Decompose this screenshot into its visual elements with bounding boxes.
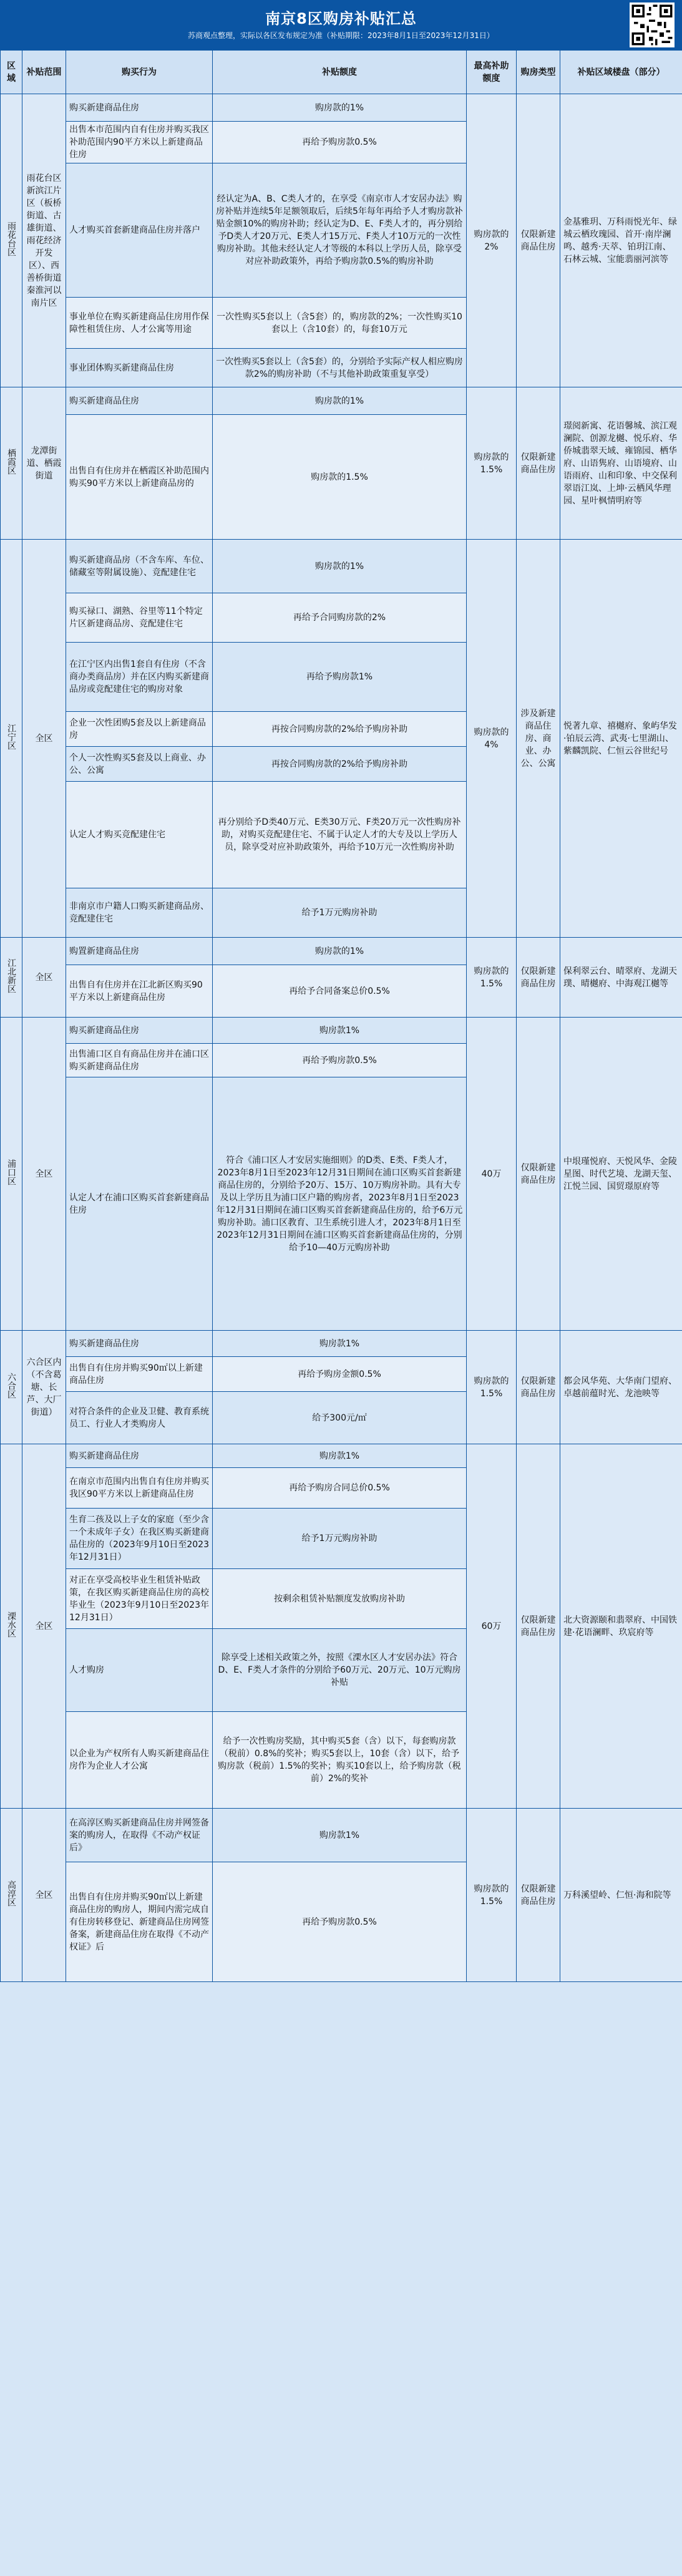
- subsidy-amount: 按剩余租赁补贴额度发放购房补助: [213, 1569, 467, 1629]
- subsidy-amount: 再按合同购房款的2%给予购房补助: [213, 747, 467, 782]
- district-name: 高淳区: [6, 1880, 16, 1907]
- subsidy-amount: 经认定为A、B、C类人才的，在享受《南京市人才安居办法》购房补贴并连续5年足额领取后，后续5年每年再给予人才购房款补贴金额10%的购房补助；经认定为D、E、F类人才的，再分别给予D类人才20万元、E类人才15万元、F类人才10万元的一次性购房补助。其他未经认定人才等级的本科以上学历人员，除享受对应补助政策外，再给予购房款0.5%的购房补助: [213, 163, 467, 298]
- subsidy-amount: 购房款的1%: [213, 387, 467, 415]
- subsidy-amount: 给予1万元购房补助: [213, 888, 467, 938]
- purchase-type: 仅限新建商品住房: [517, 1809, 560, 1982]
- table-header-row: [1, 51, 682, 94]
- project-list: 都会风华苑、大华南门望府、卓越前蕴时光、龙池映等: [560, 1331, 682, 1444]
- purchase-action: 出售自有住房并在江北新区购买90平方米以上新建商品住房: [66, 965, 213, 1018]
- purchase-type: 仅限新建商品住房: [517, 94, 560, 387]
- subsidy-amount: 符合《浦口区人才安居实施细则》的D类、E类、F类人才，2023年8月1日至2023年12月31日期间在浦口区购买首套新建商品住房的，分别给予20万、15万、10万购房补助。具有大专及以上学历且为浦口区户籍的购房者，2023年8月1日至2023年12月31日期间在浦口区购买首套新建商品住房的，给予6万元购房补助。浦口区教育、卫生系统引进人才，2023年8月1日至2023年12月31日期间在浦口区购买首套新建商品住房的，分别给予10—40万元购房补助: [213, 1077, 467, 1331]
- subsidy-amount: 购房款的1%: [213, 94, 467, 122]
- qr-code-icon: [630, 2, 675, 47]
- district-name-cell: [1, 1018, 22, 1331]
- district-name: 江宁区: [6, 723, 16, 750]
- project-list: 万科溪望岭、仁恒·海和院等: [560, 1809, 682, 1982]
- max-subsidy: 60万: [467, 1444, 517, 1809]
- purchase-action: 企业一次性团购5套及以上新建商品房: [66, 712, 213, 747]
- district-name-cell: [1, 94, 22, 387]
- subsidy-amount: 购房款的1.5%: [213, 415, 467, 540]
- purchase-action: 出售本市范围内自有住房并购买我区补助范围内90平方米以上新建商品住房: [66, 122, 213, 163]
- subsidy-scope: 全区: [22, 540, 66, 938]
- subsidy-amount: 再给予购房款0.5%: [213, 122, 467, 163]
- max-subsidy: 购房款的1.5%: [467, 938, 517, 1018]
- column-header: 购房类型: [517, 51, 560, 94]
- district-name-cell: [1, 1444, 22, 1809]
- column-header: 区域: [1, 51, 22, 94]
- district-name: 浦口区: [6, 1159, 16, 1185]
- district-name-cell: [1, 1331, 22, 1444]
- subsidy-amount: 再给予合同备案总价0.5%: [213, 965, 467, 1018]
- column-header: 补贴范围: [22, 51, 66, 94]
- page-header: [0, 0, 682, 50]
- max-subsidy: 购房款的4%: [467, 540, 517, 938]
- table-row: [1, 1331, 682, 1357]
- table-row: [1, 938, 682, 965]
- project-list: 璟阅新寓、花语馨城、滨江观澜院、创源龙樾、悦乐府、华侨城翡翠天域、雍锦园、栖华府、山语隽府、山语境府、山语雨府、山和印象、中交保利翠语江岚、上坤·云栖风华理园、星叶枫情明府等: [560, 387, 682, 540]
- project-list: 金基雅玥、万科雨悦光年、绿城云栖玫瑰园、首开·南岸澜鸣、越秀·天萃、铂玥江南、石林云城、宝能翡丽河滨等: [560, 94, 682, 387]
- project-list: 北大资源颐和翡翠府、中国铁建·花语澜畔、玖宸府等: [560, 1444, 682, 1809]
- district-name: 雨花台区: [6, 221, 16, 256]
- subsidy-scope: 龙潭街道、栖霞街道: [22, 387, 66, 540]
- purchase-action: 购置新建商品住房: [66, 938, 213, 965]
- purchase-action: 认定人才在浦口区购买首套新建商品住房: [66, 1077, 213, 1331]
- table-row: [1, 1018, 682, 1044]
- page-title: 南京8区购房补贴汇总: [265, 10, 417, 27]
- column-header: 最高补助额度: [467, 51, 517, 94]
- subsidy-amount: 给予一次性购房奖励，其中购买5套（含）以下，每套购房款（税前）0.8%的奖补；购买5套以上，10套（含）以下，给予购房款（税前）1.5%的奖补；购买10套以上，给予购房款（税前）2%的奖补: [213, 1712, 467, 1809]
- purchase-action: 认定人才购买竞配建住宅: [66, 782, 213, 888]
- purchase-action: 在南京市范围内出售自有住房并购买我区90平方米以上新建商品住房: [66, 1468, 213, 1509]
- subsidy-amount: 购房款1%: [213, 1809, 467, 1862]
- column-header: 补贴区域楼盘（部分）: [560, 51, 682, 94]
- subsidy-amount: 购房款1%: [213, 1444, 467, 1468]
- purchase-action: 事业单位在购买新建商品住房用作保障性租赁住房、人才公寓等用途: [66, 298, 213, 349]
- table-row: [1, 387, 682, 415]
- subsidy-table: [0, 50, 682, 1982]
- purchase-type: 涉及新建商品住房、商业、办公、公寓: [517, 540, 560, 938]
- subsidy-amount: 购房款1%: [213, 1018, 467, 1044]
- purchase-action: 事业团体购买新建商品住房: [66, 349, 213, 387]
- district-name-cell: [1, 540, 22, 938]
- subsidy-amount: 给予1万元购房补助: [213, 1509, 467, 1569]
- district-name: 江北新区: [6, 958, 16, 993]
- project-list: 中垠瑾悦府、天悦风华、金陵星图、时代艺境、龙湖天玺、江悦兰园、国贸璟原府等: [560, 1018, 682, 1331]
- max-subsidy: 购房款的2%: [467, 94, 517, 387]
- purchase-action: 购买新建商品住房: [66, 94, 213, 122]
- subsidy-amount: 再给予购房款0.5%: [213, 1862, 467, 1982]
- purchase-action: 以企业为产权所有人购买新建商品住房作为企业人才公寓: [66, 1712, 213, 1809]
- subsidy-amount: 给予300元/㎡: [213, 1392, 467, 1444]
- subsidy-scope: 全区: [22, 938, 66, 1018]
- district-name: 六合区: [6, 1372, 16, 1399]
- purchase-action: 对符合条件的企业及卫健、教育系统员工、行业人才类购房人: [66, 1392, 213, 1444]
- subsidy-amount: 再按合同购房款的2%给予购房补助: [213, 712, 467, 747]
- purchase-action: 购买新建商品住房: [66, 387, 213, 415]
- table-row: [1, 540, 682, 593]
- subsidy-scope: 雨花台区新滨江片区（板桥街道、古雄街道、雨花经济开发区）、西善桥街道秦淮河以南片区: [22, 94, 66, 387]
- subsidy-amount: 购房款的1%: [213, 938, 467, 965]
- subsidy-scope: 全区: [22, 1018, 66, 1331]
- purchase-action: 人才购房: [66, 1629, 213, 1712]
- purchase-type: 仅限新建商品住房: [517, 938, 560, 1018]
- purchase-action: 对正在享受高校毕业生租赁补贴政策，在我区购买新建商品住房的高校毕业生（2023年9月10日至2023年12月31日）: [66, 1569, 213, 1629]
- purchase-action: 出售自有住房并购买90㎡以上新建商品住房的购房人，期间内需完成自有住房转移登记、新建商品住房网签备案，新建商品住房在取得《不动产权证》后: [66, 1862, 213, 1982]
- purchase-action: 购买禄口、湖熟、谷里等11个特定片区新建商品房、竞配建住宅: [66, 593, 213, 643]
- subsidy-amount: 购房款的1%: [213, 540, 467, 593]
- table-row: [1, 94, 682, 122]
- district-name: 溧水区: [6, 1611, 16, 1638]
- subsidy-amount: 再给予购房金额0.5%: [213, 1357, 467, 1392]
- purchase-action: 购买新建商品房（不含车库、车位、储藏室等附属设施）、竞配建住宅: [66, 540, 213, 593]
- district-name: 栖霞区: [6, 448, 16, 475]
- district-name-cell: [1, 938, 22, 1018]
- purchase-action: 在江宁区内出售1套自有住房（不含商办类商品房）并在区内购买新建商品房或竞配建住宅的购房对象: [66, 643, 213, 712]
- column-header: 购买行为: [66, 51, 213, 94]
- purchase-action: 出售浦口区自有商品住房并在浦口区购买新建商品住房: [66, 1044, 213, 1077]
- district-name-cell: [1, 1809, 22, 1982]
- subsidy-amount: 再给予购房款1%: [213, 643, 467, 712]
- column-header: 补贴额度: [213, 51, 467, 94]
- subsidy-amount: 再给予合同购房款的2%: [213, 593, 467, 643]
- max-subsidy: 40万: [467, 1018, 517, 1331]
- purchase-type: 仅限新建商品住房: [517, 1331, 560, 1444]
- table-row: [1, 1444, 682, 1468]
- purchase-type: 仅限新建商品住房: [517, 387, 560, 540]
- purchase-action: 个人一次性购买5套及以上商业、办公、公寓: [66, 747, 213, 782]
- subsidy-amount: 一次性购买5套以上（含5套）的，分别给予实际产权人相应购房款2%的购房补助（不与其他补助政策重复享受）: [213, 349, 467, 387]
- project-list: 悦著九章、禧樾府、象屿华发·铂辰云湾、武夷·七里湖山、紫麟凯院、仁恒云谷世纪号: [560, 540, 682, 938]
- purchase-type: 仅限新建商品住房: [517, 1018, 560, 1331]
- max-subsidy: 购房款的1.5%: [467, 1809, 517, 1982]
- purchase-action: 购买新建商品住房: [66, 1018, 213, 1044]
- project-list: 保利翠云台、晴翠府、龙湖天璞、晴樾府、中海观江樾等: [560, 938, 682, 1018]
- purchase-action: 在高淳区购买新建商品住房并网签备案的购房人，在取得《不动产权证后》: [66, 1809, 213, 1862]
- subsidy-scope: 全区: [22, 1809, 66, 1982]
- purchase-action: 人才购买首套新建商品住房并落户: [66, 163, 213, 298]
- table-row: [1, 1809, 682, 1862]
- purchase-action: 非南京市户籍人口购买新建商品房、竞配建住宅: [66, 888, 213, 938]
- purchase-action: 出售自有住房并在栖霞区补助范围内购买90平方米以上新建商品房的: [66, 415, 213, 540]
- purchase-action: 生育二孩及以上子女的家庭（至少含一个未成年子女）在我区购买新建商品住房的（2023年9月10日至2023年12月31日）: [66, 1509, 213, 1569]
- subsidy-amount: 除享受上述相关政策之外，按照《溧水区人才安居办法》符合D、E、F类人才条件的分别给予60万元、20万元、10万元购房补贴: [213, 1629, 467, 1712]
- subsidy-amount: 再分别给予D类40万元、E类30万元、F类20万元一次性购房补助，对购买竞配建住宅、不属于认定人才的大专及以上学历人员，除享受对应补助政策外，再给予10万元一次性购房补助: [213, 782, 467, 888]
- subsidy-amount: 再给予购房合同总价0.5%: [213, 1468, 467, 1509]
- subsidy-scope: 全区: [22, 1444, 66, 1809]
- subsidy-amount: 购房款1%: [213, 1331, 467, 1357]
- page-subtitle: 苏商观点整理，实际以各区发布规定为准（补贴期限：2023年8月1日至2023年12月31日）: [188, 31, 494, 40]
- purchase-action: 购买新建商品住房: [66, 1331, 213, 1357]
- purchase-action: 出售自有住房并购买90㎡以上新建商品住房: [66, 1357, 213, 1392]
- subsidy-scope: 六合区内（不含葛塘、长芦、大厂街道）: [22, 1331, 66, 1444]
- subsidy-amount: 一次性购买5套以上（含5套）的，购房款的2%；一次性购买10套以上（含10套）的，每套10万元: [213, 298, 467, 349]
- district-name-cell: [1, 387, 22, 540]
- max-subsidy: 购房款的1.5%: [467, 1331, 517, 1444]
- purchase-type: 仅限新建商品住房: [517, 1444, 560, 1809]
- table-body: [1, 94, 682, 1982]
- purchase-action: 购买新建商品住房: [66, 1444, 213, 1468]
- max-subsidy: 购房款的1.5%: [467, 387, 517, 540]
- subsidy-amount: 再给予购房款0.5%: [213, 1044, 467, 1077]
